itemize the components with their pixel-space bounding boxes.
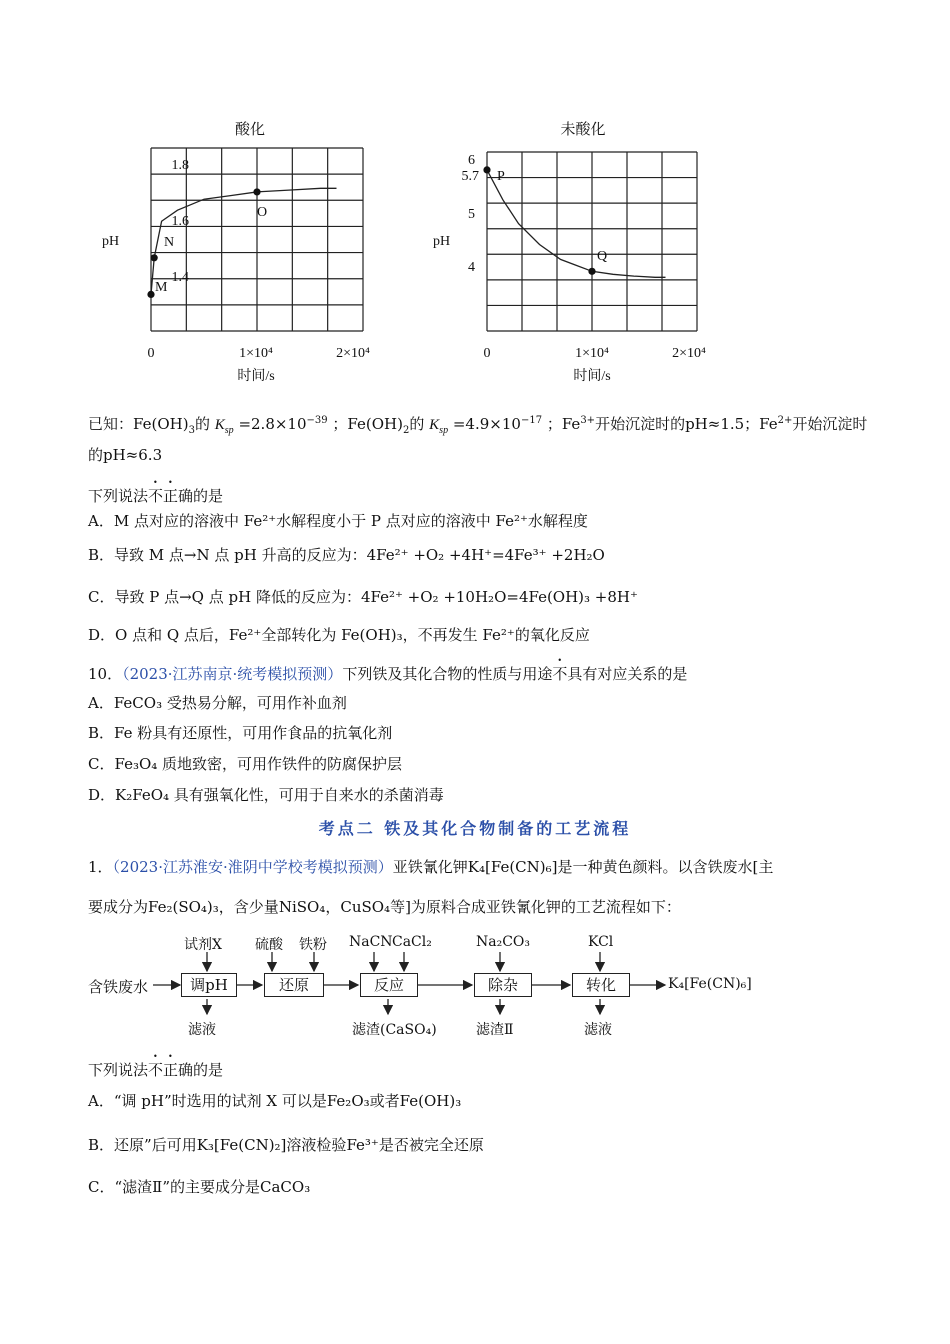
na2co3: Na₂CO₃ xyxy=(476,934,531,950)
q10-option-B: B．Fe 粉具有还原性，可用作食品的抗氧化剂 xyxy=(88,724,393,742)
ytick-6: 6 xyxy=(468,153,475,168)
left-chart-title: 酸化 xyxy=(234,120,265,138)
right-chart-title: 未酸化 xyxy=(560,120,606,138)
flow-step-purify: 除杂 xyxy=(474,973,532,997)
q10-option-D: D．K₂FeO₄ 具有强氧化性，可用于自来水的杀菌消毒 xyxy=(88,786,444,804)
ytick-1.8: 1.8 xyxy=(171,158,189,173)
ytick-5: 5 xyxy=(468,207,475,222)
right-xlabel: 时间/s xyxy=(573,369,611,384)
left-chart-point-M xyxy=(147,291,154,298)
cacl2: CaCl₂ xyxy=(392,934,432,950)
point-label-Q: Q xyxy=(597,249,608,264)
sulfuric-acid: 硫酸 xyxy=(255,937,283,953)
left-xtick-2: 2×10⁴ xyxy=(336,346,370,361)
right-xtick-0: 0 xyxy=(483,346,491,361)
nacn: NaCN xyxy=(349,934,393,950)
left-xlabel: 时间/s xyxy=(237,369,275,384)
right-ylabel: pH xyxy=(433,234,451,249)
option-A: A．M 点对应的溶液中 Fe²⁺水解程度小于 P 点对应的溶液中 Fe²⁺水解程度 xyxy=(88,512,588,530)
reagent-x: 试剂X xyxy=(184,937,222,953)
left-chart-point-N xyxy=(151,254,158,261)
q1-option-B: B．还原”后可用K₃[Fe(CN)₂]溶液检验Fe³⁺是否被完全还原 xyxy=(88,1136,484,1154)
q1-option-A: A．“调 pH”时选用的试剂 X 可以是Fe₂O₃或者Fe(OH)₃ xyxy=(88,1092,462,1110)
known-line-2: 的pH≈6.3 xyxy=(88,446,163,464)
option-D: D．O 点和 Q 点后，Fe²⁺全部转化为 Fe(OH)₃，不再发生 Fe²⁺的氧化反应 xyxy=(88,626,590,644)
right-chart-point-P xyxy=(483,166,490,173)
flow-step-react: 反应 xyxy=(360,973,418,997)
filtrate-1: 滤液 xyxy=(188,1022,216,1038)
left-ylabel: pH xyxy=(102,234,120,249)
flow-step-reduce: 还原 xyxy=(264,973,324,997)
point-label-N: N xyxy=(164,235,175,250)
left-chart xyxy=(88,140,398,390)
ytick-4: 4 xyxy=(468,260,475,275)
right-xtick-1: 1×10⁴ xyxy=(575,346,609,361)
flow-output: K₄[Fe(CN)₆] xyxy=(668,976,752,992)
residue-caso4: 滤渣(CaSO₄) xyxy=(352,1022,437,1038)
point-label-P: P xyxy=(497,169,505,184)
ytick-1.4: 1.4 xyxy=(171,270,189,285)
iron-powder: 铁粉 xyxy=(299,937,327,953)
q10-option-C: C．Fe₃O₄ 质地致密，可用作铁件的防腐保护层 xyxy=(88,755,403,773)
option-B: B．导致 M 点→N 点 pH 升高的反应为：4Fe²⁺ +O₂ +4H⁺=4Fe³⁺ +2H₂O xyxy=(88,546,605,564)
right-chart-curve xyxy=(487,170,666,277)
question-1-line-2: 要成分为Fe₂(SO₄)₃，含少量NiSO₄，CuSO₄等]为原料合成亚铁氰化钾的工艺流程如下： xyxy=(88,898,681,916)
flow-input: 含铁废水 xyxy=(88,978,149,996)
known-line-1: 已知：$Fe(OH)_3$的 $K_{sp} =2.8\times 10^{-39}$ ；$Fe(OH)_2$的 $K_{sp} =4.9\times 10^{-17}$ ；$Fe^{3+}$开始沉淀时的pH≈1.5；$Fe^{2+}$开始沉淀时 xyxy=(88,415,868,436)
q10-option-A: A．FeCO₃ 受热易分解，可用作补血剂 xyxy=(88,694,347,712)
q1-option-C: C．“滤渣Ⅱ”的主要成分是CaCO₃ xyxy=(88,1178,311,1196)
flow-step-adjust-ph: 调pH xyxy=(181,973,237,997)
question-10: 10．（2023·江苏南京·统考模拟预测）下列铁及其化合物的性质与用途不具有对应关系的是 xyxy=(88,665,688,683)
flow-step-convert: 转化 xyxy=(572,973,630,997)
ytick-1.6: 1.6 xyxy=(171,214,189,229)
q1-prompt: 下列说法不正确的是 xyxy=(88,1061,224,1079)
question-1-line-1: 1．（2023·江苏淮安·淮阴中学校考模拟预测）亚铁氰化钾K₄[Fe(CN)₆]是一种黄色颜料。以含铁废水[主 xyxy=(88,858,774,876)
option-C: C．导致 P 点→Q 点 pH 降低的反应为：4Fe²⁺ +O₂ +10H₂O=4Fe(OH)₃ +8H⁺ xyxy=(88,588,638,606)
filtrate-2: 滤液 xyxy=(584,1022,612,1038)
left-xtick-0: 0 xyxy=(147,346,155,361)
point-label-M: M xyxy=(155,280,168,295)
left-chart-grid xyxy=(151,148,363,331)
ytick-5.7: 5.7 xyxy=(461,169,479,184)
section-heading: 考点二 铁及其化合物制备的工艺流程 xyxy=(318,819,632,838)
right-chart-point-Q xyxy=(588,268,595,275)
right-xtick-2: 2×10⁴ xyxy=(672,346,706,361)
residue-2: 滤渣Ⅱ xyxy=(476,1022,514,1038)
kcl: KCl xyxy=(588,934,614,950)
right-chart-grid xyxy=(487,152,697,331)
left-chart-point-O xyxy=(253,188,260,195)
left-xtick-1: 1×10⁴ xyxy=(239,346,273,361)
point-label-O: O xyxy=(257,205,268,220)
question-prompt: 下列说法不正确的是 xyxy=(88,487,224,505)
right-chart xyxy=(425,140,735,390)
